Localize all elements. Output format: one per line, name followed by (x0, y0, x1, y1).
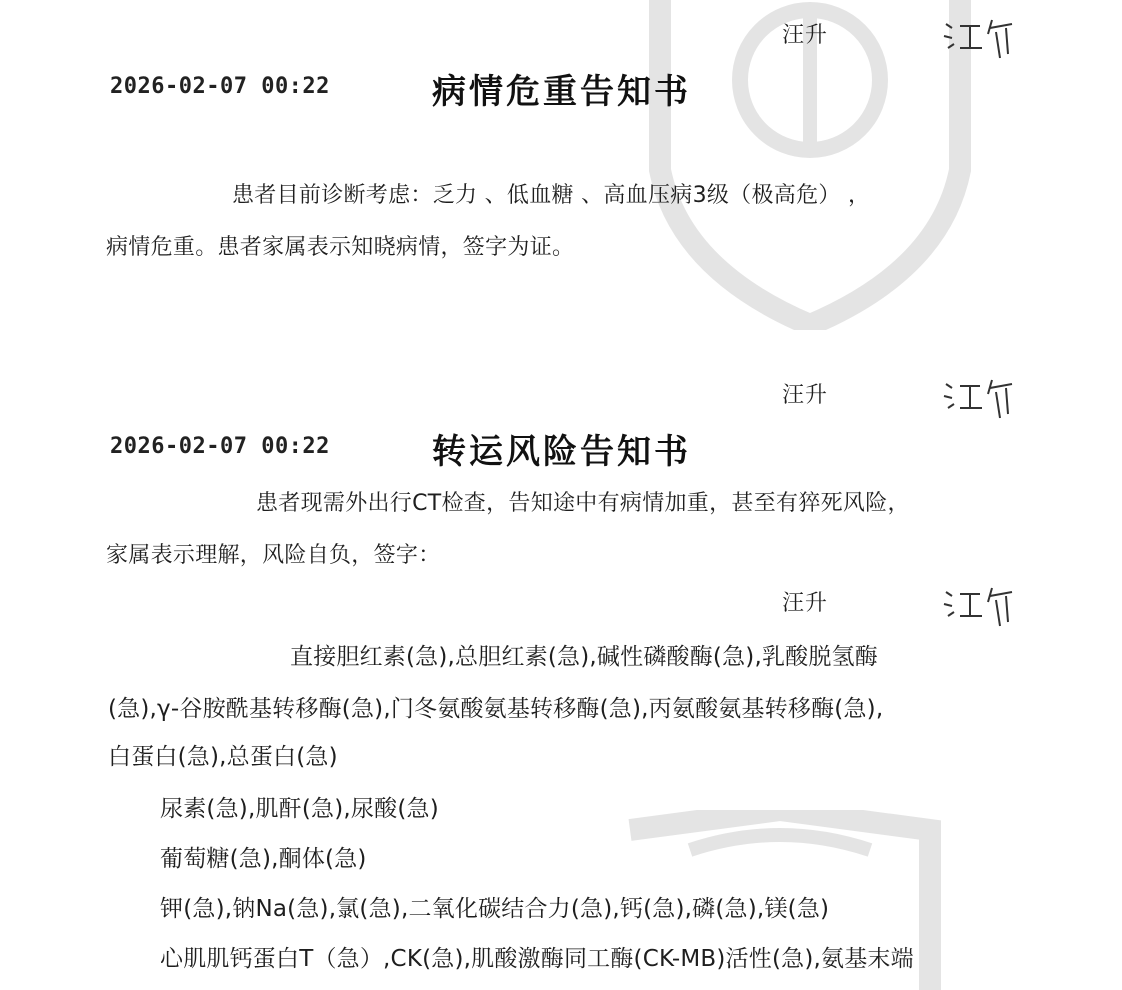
notice-title: 转运风险告知书 (432, 432, 691, 472)
lab-order-line: 钾(急),钠Na(急),氯(急),二氧化碳结合力(急),钙(急),磷(急),镁(急) (160, 896, 830, 922)
notice-timestamp: 2026-02-07 00:22 (110, 74, 330, 99)
notice-timestamp: 2026-02-07 00:22 (110, 434, 330, 459)
lab-order-line: 尿素(急),肌酐(急),尿酸(急) (160, 796, 439, 822)
handwritten-signature (940, 582, 1020, 628)
signer-name: 汪升 (782, 383, 829, 408)
notice-title: 病情危重告知书 (432, 72, 691, 112)
lab-order-line: 白蛋白(急),总蛋白(急) (108, 744, 338, 770)
hospital-shield-watermark (640, 0, 980, 330)
notice-body-line: 患者目前诊断考虑：乏力 、低血糖 、高血压病3级（极高危） ， (232, 183, 871, 208)
signer-name: 汪升 (782, 23, 829, 48)
notice-body-line: 病情危重。患者家属表示知晓病情，签字为证。 (106, 235, 575, 260)
handwritten-signature (940, 374, 1020, 420)
lab-order-line: 葡萄糖(急),酮体(急) (160, 846, 367, 872)
notice-body-line: 家属表示理解，风险自负，签字： (106, 543, 441, 568)
lab-order-line: (急),γ-谷胺酰基转移酶(急),门冬氨酸氨基转移酶(急),丙氨酸氨基转移酶(急), (108, 696, 884, 722)
lab-order-line: 心肌肌钙蛋白T（急）,CK(急),肌酸激酶同工酶(CK-MB)活性(急),氨基末端 (160, 946, 914, 972)
notice-body-line: 患者现需外出行CT检查，告知途中有病情加重，甚至有猝死风险， (256, 491, 910, 516)
handwritten-signature (940, 14, 1020, 60)
signer-name: 汪升 (782, 591, 829, 616)
lab-order-line: 直接胆红素(急),总胆红素(急),碱性磷酸酶(急),乳酸脱氢酶 (290, 644, 878, 670)
